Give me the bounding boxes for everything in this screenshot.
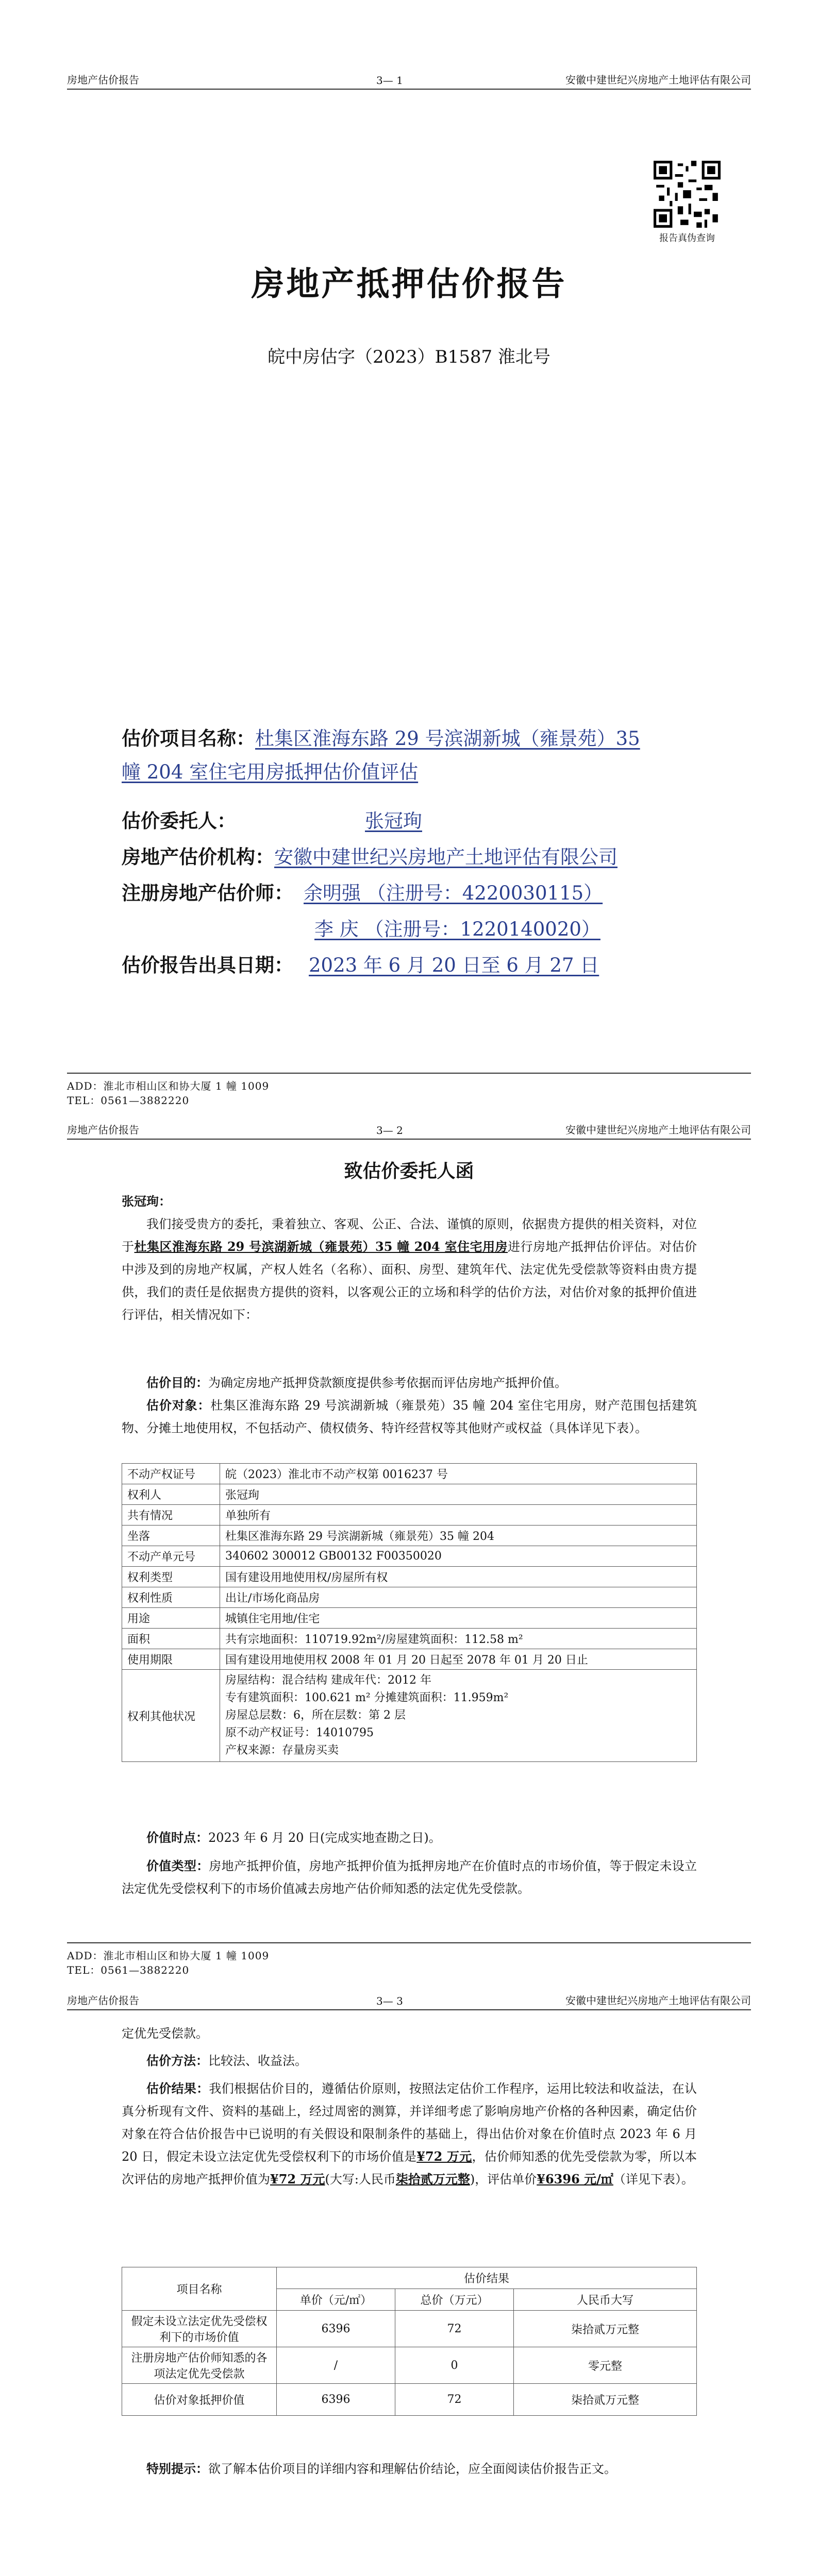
header-right: 安徽中建世纪兴房地产土地评估有限公司 (565, 1994, 751, 2007)
method-paragraph (122, 2049, 697, 2072)
other-line: 专有建筑面积：100.621 m² 分摊建筑面积：11.959m² (225, 1691, 509, 1704)
special-label: 特别提示： (146, 2461, 208, 2476)
page-footer (67, 1942, 751, 1977)
project-row-2 (122, 757, 418, 787)
object-label: 估价对象： (146, 1398, 211, 1413)
property-field-label: 共有情况 (122, 1505, 220, 1526)
salutation-text: 张冠珣： (122, 1194, 171, 1209)
result-label: 估价结果： (146, 2081, 209, 2096)
property-table (122, 1463, 697, 1762)
other-line: 房屋总层数：6，所在层数：第 2 层 (225, 1709, 406, 1722)
qr-code[interactable] (654, 161, 721, 228)
property-table-wrap (122, 1463, 697, 1762)
table-row (122, 1629, 697, 1649)
result-amount-cn: 柒拾贰万元整 (514, 2384, 697, 2416)
property-field-value: 皖（2023）淮北市不动产权第 0016237 号 (220, 1464, 697, 1484)
property-field-value: 国有建设用地使用权/房屋所有权 (220, 1567, 697, 1587)
vdate-label: 价值时点： (146, 1830, 208, 1845)
table-row (122, 1526, 697, 1546)
appraiser-1: 余明强 （注册号：4220030115） (304, 882, 603, 904)
table-row (122, 2311, 697, 2347)
purpose-text: 为确定房地产抵押贷款额度提供参考依据而评估房地产抵押价值。 (208, 1376, 567, 1390)
appraiser-label: 注册房地产估价师： (122, 882, 293, 904)
th-item: 项目名称 (122, 2267, 277, 2311)
other-line: 房屋结构：混合结构 建成年代：2012 年 (225, 1674, 431, 1687)
footer-tel: TEL：0561—3882220 (67, 1094, 190, 1107)
table-row (122, 1484, 697, 1505)
property-field-value: 杜集区淮海东路 29 号滨湖新城（雍景苑）35 幢 204 (220, 1526, 697, 1546)
page-header (67, 1994, 751, 2010)
result-item-name: 估价对象抵押价值 (122, 2384, 277, 2416)
property-field-value: 出让/市场化商品房 (220, 1587, 697, 1608)
page-header (67, 73, 751, 90)
date-value: 2023 年 6 月 20 日至 6 月 27 日 (309, 954, 599, 976)
property-field-label: 面积 (122, 1629, 220, 1649)
letter-paragraph-1 (122, 1213, 697, 1326)
result-unit-price: / (277, 2347, 395, 2384)
table-row (122, 1546, 697, 1567)
header-right: 安徽中建世纪兴房地产土地评估有限公司 (565, 74, 751, 86)
p1-text-a: 我们接受贵方的委托，秉着独立、客观、公正、合法、谨慎的原则，依据贵方提供的相关资料，对位于 (122, 1217, 697, 1254)
vdate-text: 2023 年 6 月 20 日(完成实地查勘之日)。 (208, 1831, 441, 1845)
result-table-wrap (122, 2267, 697, 2416)
letter-title: 致估价委托人函 (344, 1160, 474, 1182)
th-total: 总价（万元） (395, 2289, 514, 2311)
result-total-price: 0 (395, 2347, 514, 2384)
object-text: 杜集区淮海东路 29 号滨湖新城（雍景苑）35 幢 204 室住宅用房，财产范围包括建筑物、分摊土地使用权，不包括动产、债权债务、特许经营权等其他财产或权益（具体详见下表）。 (122, 1398, 697, 1435)
special-paragraph (122, 2458, 697, 2480)
project-label: 估价项目名称： (122, 727, 255, 750)
property-field-label: 坐落 (122, 1526, 220, 1546)
property-field-value: 张冠珣 (220, 1484, 697, 1505)
project-value: 杜集区淮海东路 29 号滨湖新城（雍景苑）35 (255, 727, 640, 750)
th-result: 估价结果 (277, 2267, 697, 2289)
vtype-label: 价值类型： (146, 1858, 209, 1873)
property-field-value: 340602 300012 GB00132 F00350020 (220, 1546, 697, 1567)
method-text: 比较法、收益法。 (208, 2054, 307, 2068)
client-row (122, 806, 422, 836)
table-row (122, 1505, 697, 1526)
result-text-a: 我们根据估价目的，遵循估价原则，按照法定估价工作程序，运用比较法和收益法，在认真分析现有文件、资料的基础上，经过周密的测算，并详细考虑了影响房地产价格的各种因素，确定估价对象在符合估价报告中已说明的有关假设和限制条件的基础上，得出估价对象在价值时点 2023 年 6 月 20 日，假定未设立法定优先受偿权利下的市场价值是 (122, 2081, 697, 2164)
result-total-price: 72 (395, 2311, 514, 2347)
report-title: 房地产抵押估价报告 (251, 265, 567, 303)
result-text-c: ，估价师知悉的优先受偿款为零，所以本次评估的房地产抵押价值为 (122, 2149, 697, 2187)
property-field-label: 使用期限 (122, 1649, 220, 1670)
other-cell (220, 1670, 697, 1762)
p1-address: 杜集区淮海东路 29 号滨湖新城（雍景苑）35 幢 204 室住宅用房 (134, 1239, 508, 1254)
table-row (122, 1464, 697, 1484)
result-paragraph (122, 2077, 697, 2191)
result-text-g: )，评估单价 (470, 2172, 537, 2187)
purpose-label: 估价目的： (146, 1375, 208, 1390)
appraiser-2: 李 庆 （注册号：1220140020） (314, 918, 600, 940)
table-row (122, 1608, 697, 1629)
table-header-row (122, 2267, 697, 2289)
value-type-paragraph (122, 1855, 697, 1900)
project-value-2: 幢 204 室住宅用房抵押估价值评估 (122, 761, 419, 783)
property-field-value: 城镇住宅用地/住宅 (220, 1608, 697, 1629)
table-row (122, 1567, 697, 1587)
table-row (122, 1670, 697, 1762)
other-line: 原不动产权证号：14010795 (225, 1726, 374, 1739)
property-field-label: 权利性质 (122, 1587, 220, 1608)
vtype-text: 房地产抵押价值，房地产抵押价值为抵押房地产在价值时点的市场价值，等于假定未设立法定优先受偿权利下的市场价值减去房地产估价师知悉的法定优先受偿款。 (122, 1859, 697, 1896)
property-field-value: 共有宗地面积：110719.92m²/房屋建筑面积：112.58 m² (220, 1629, 697, 1649)
header-left: 房地产估价报告 (67, 1124, 139, 1136)
result-table (122, 2267, 697, 2416)
date-row (122, 951, 599, 980)
p1-text-c: 进行房地产抵押估价评估。对估价中涉及到的房地产权属，产权人姓名（名称）、面积、房型、建筑年代、法定优先受偿款等资料由贵方提供，我们的责任是依据贵方提供的资料，以客观公正的立场和科学的估价方法，对估价对象的抵押价值进行评估，相关情况如下： (122, 1240, 697, 1322)
client-value: 张冠珣 (365, 810, 422, 832)
table-row (122, 2384, 697, 2416)
page-header (67, 1123, 751, 1140)
salutation (122, 1190, 697, 1213)
result-item-name: 假定未设立法定优先受偿权利下的市场价值 (122, 2311, 277, 2347)
property-field-label: 用途 (122, 1608, 220, 1629)
footer-tel: TEL：0561—3882220 (67, 1964, 190, 1976)
result-total-price: 72 (395, 2384, 514, 2416)
value-date-paragraph (122, 1826, 697, 1849)
property-field-label: 不动产单元号 (122, 1546, 220, 1567)
property-field-value: 国有建设用地使用权 2008 年 01 月 20 日起至 2078 年 01 月 20 日止 (220, 1649, 697, 1670)
method-label: 估价方法： (146, 2053, 208, 2068)
appraiser-row-2 (314, 914, 600, 944)
result-text-e: (大写:人民币 (325, 2172, 396, 2187)
org-label: 房地产估价机构： (122, 845, 274, 868)
client-label: 估价委托人： (122, 809, 236, 832)
date-label: 估价报告出具日期： (122, 954, 293, 976)
header-page: 3— 1 (376, 74, 403, 87)
purpose-paragraph (122, 1371, 697, 1394)
object-paragraph (122, 1394, 697, 1439)
header-left: 房地产估价报告 (67, 1994, 139, 2007)
unit-price: ¥6396 元/㎡ (537, 2172, 613, 2187)
result-item-name: 注册房地产估价师知悉的各项法定优先受偿款 (122, 2347, 277, 2384)
property-field-label: 权利类型 (122, 1567, 220, 1587)
result-amount-cn: 零元整 (514, 2347, 697, 2384)
header-left: 房地产估价报告 (67, 74, 139, 86)
table-row (122, 1649, 697, 1670)
result-unit-price: 6396 (277, 2384, 395, 2416)
appraiser-row (122, 878, 603, 908)
market-value: ¥72 万元 (416, 2149, 472, 2164)
th-cn: 人民币大写 (514, 2289, 697, 2311)
property-field-value: 单独所有 (220, 1505, 697, 1526)
qr-caption: 报告真伪查询 (659, 233, 715, 244)
result-unit-price: 6396 (277, 2311, 395, 2347)
page-footer (67, 1073, 751, 1108)
project-row (122, 724, 640, 753)
continued-text: 定优先受偿款。 (122, 2026, 208, 2041)
header-page: 3— 3 (376, 1995, 403, 2007)
th-unit: 单价（元/㎡） (277, 2289, 395, 2311)
property-field-label: 权利人 (122, 1484, 220, 1505)
table-row (122, 1587, 697, 1608)
other-label: 权利其他状况 (122, 1670, 220, 1762)
table-row (122, 2347, 697, 2384)
doc-number: 皖中房估字（2023）B1587 淮北号 (268, 347, 550, 367)
footer-address: ADD：淮北市相山区和协大厦 1 幢 1009 (67, 1950, 270, 1962)
property-field-label: 不动产权证号 (122, 1464, 220, 1484)
special-text: 欲了解本估价项目的详细内容和理解估价结论，应全面阅读估价报告正文。 (208, 2462, 616, 2476)
mortgage-value: ¥72 万元 (270, 2172, 325, 2187)
org-value: 安徽中建世纪兴房地产土地评估有限公司 (274, 846, 617, 868)
result-text-i: （详见下表）。 (613, 2172, 694, 2187)
mortgage-value-cn: 柒拾贰万元整 (395, 2172, 470, 2187)
header-right: 安徽中建世纪兴房地产土地评估有限公司 (565, 1124, 751, 1136)
footer-address: ADD：淮北市相山区和协大厦 1 幢 1009 (67, 1080, 270, 1092)
result-amount-cn: 柒拾贰万元整 (514, 2311, 697, 2347)
header-page: 3— 2 (376, 1124, 403, 1137)
org-row (122, 842, 617, 872)
other-line: 产权来源：存量房买卖 (225, 1744, 339, 1757)
